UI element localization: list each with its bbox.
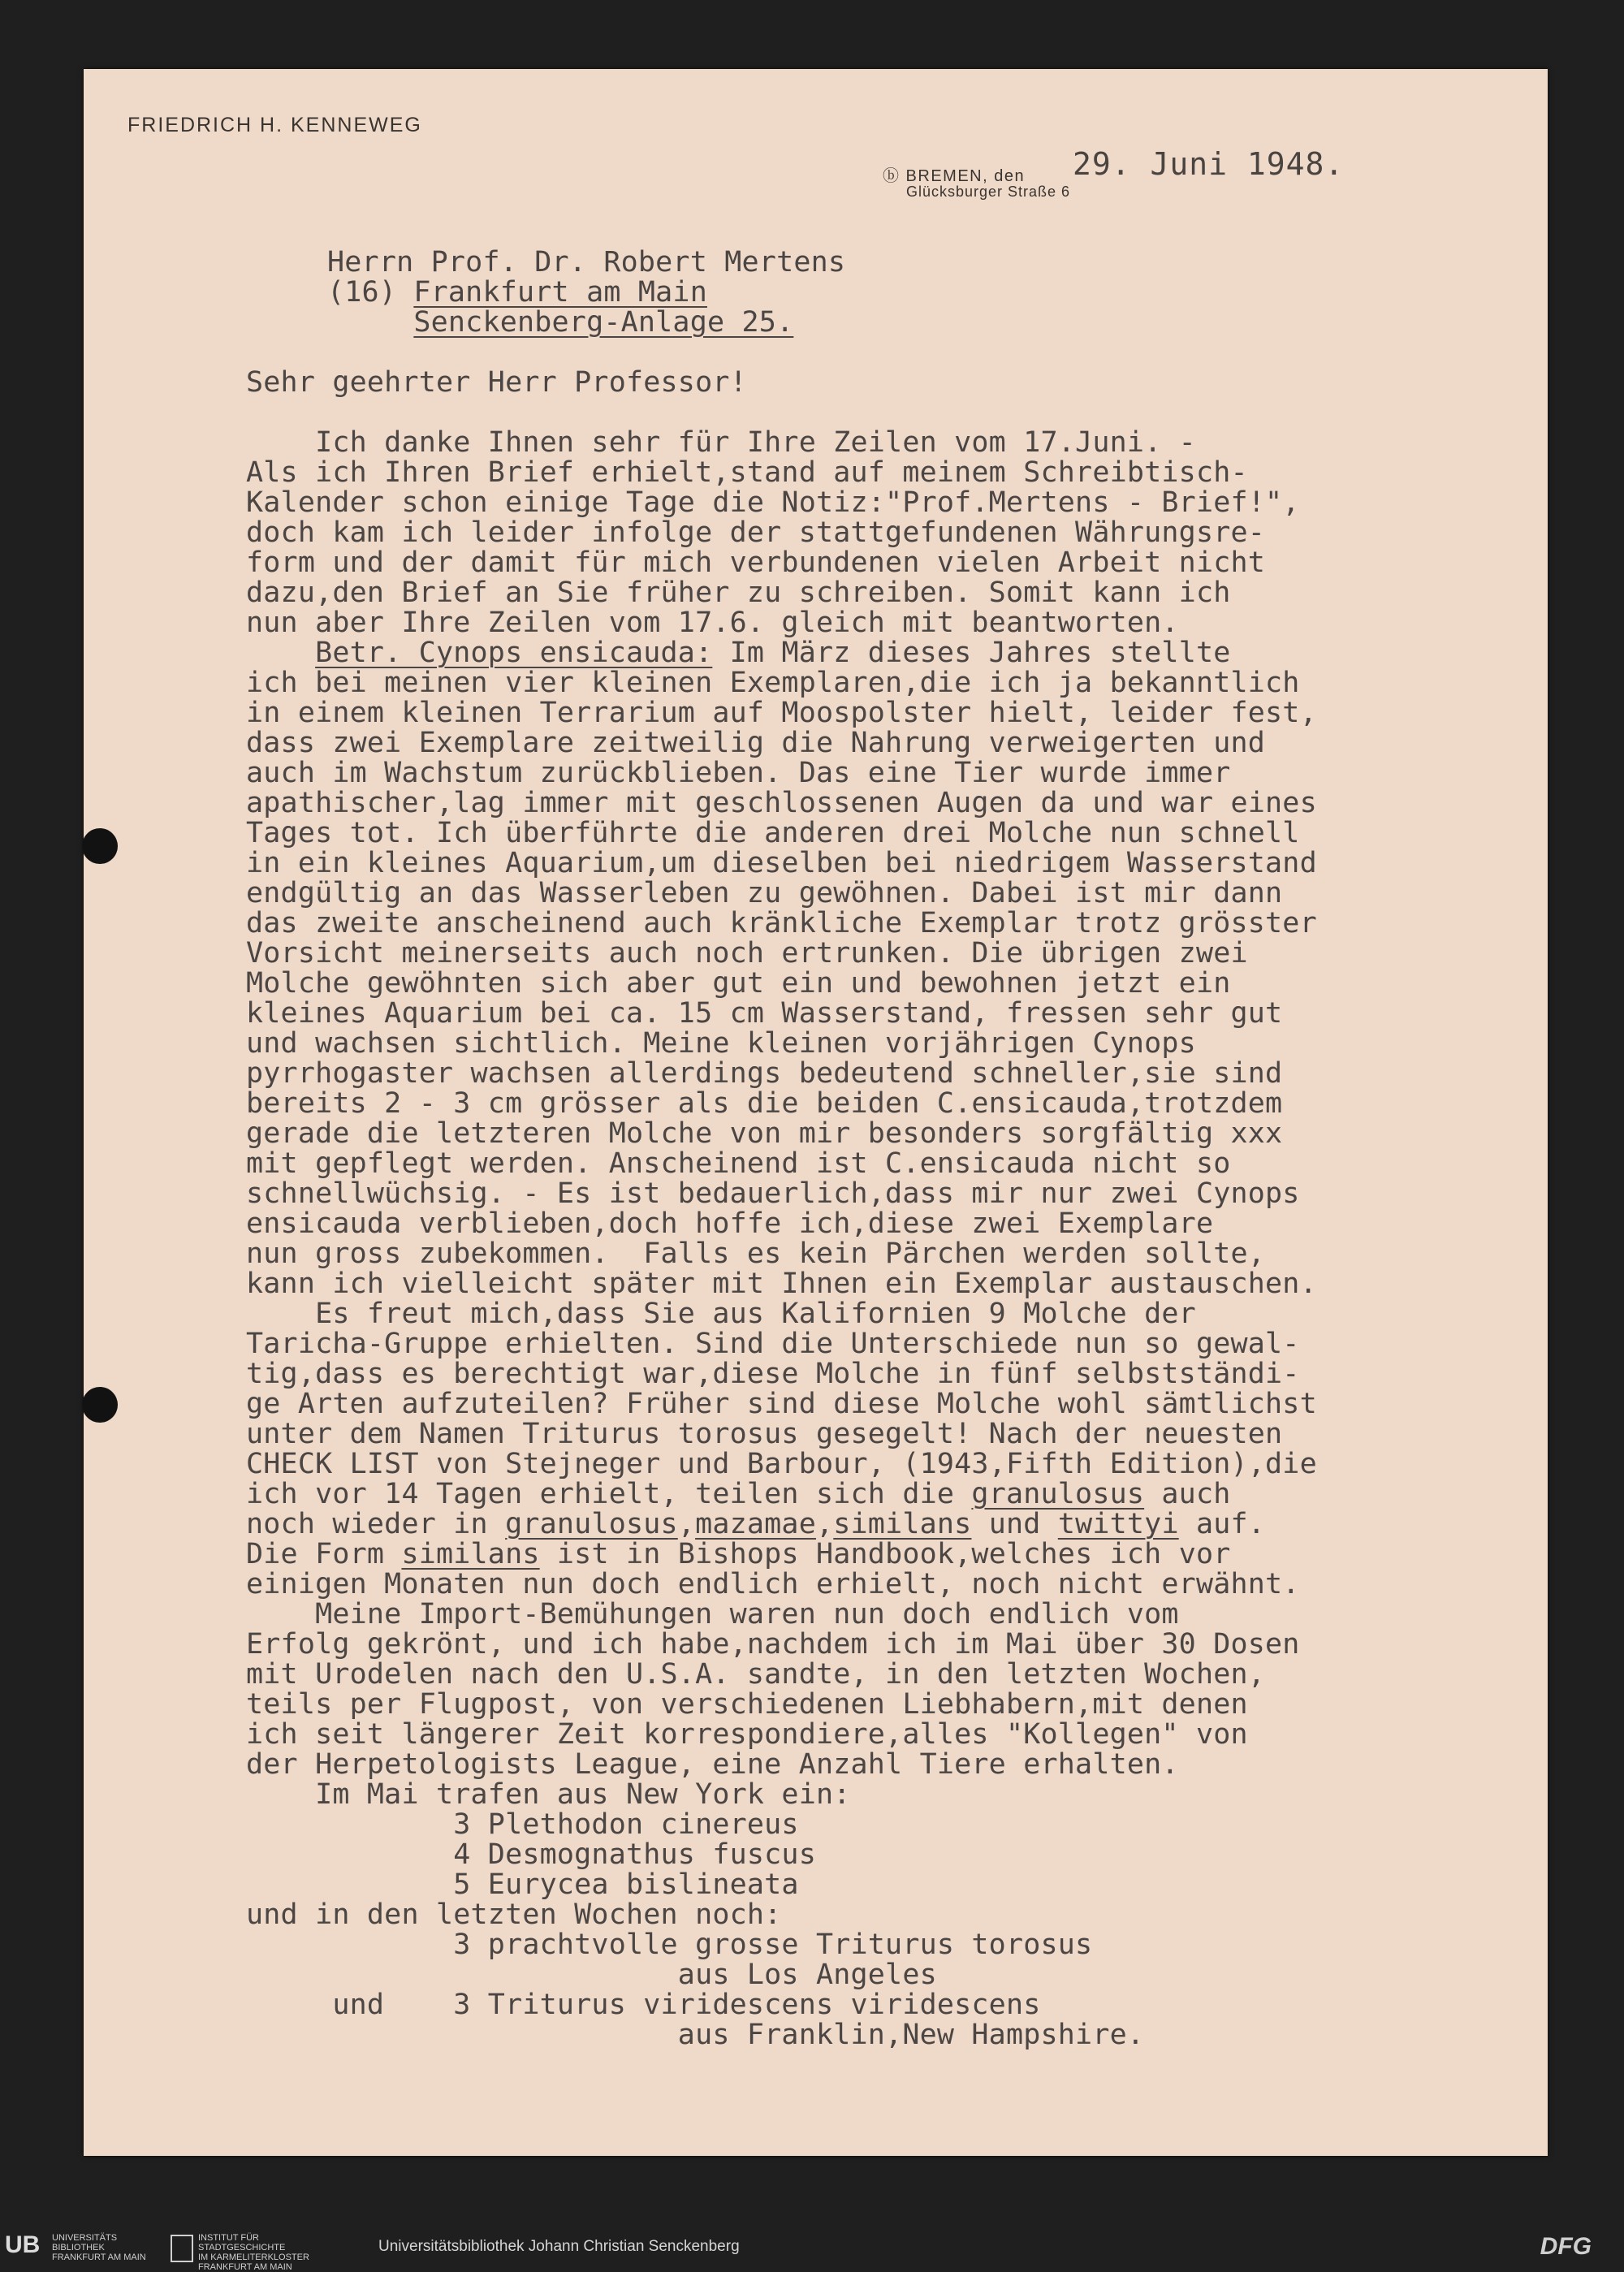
line-text: 3 prachtvolle grosse Triturus torosus xyxy=(246,1929,1093,1961)
letter-line xyxy=(246,398,1561,428)
letter-line xyxy=(246,368,1561,398)
letter-line xyxy=(246,1570,1561,1600)
line-text: endgültig an das Wasserleben zu gewöhnen. Dabei ist mir dann xyxy=(246,877,1283,909)
letter-line xyxy=(246,1329,1561,1359)
letter-line xyxy=(246,458,1561,488)
letter-line xyxy=(246,578,1561,608)
letter-line xyxy=(246,909,1561,939)
underlined-text: mazamae xyxy=(695,1508,816,1540)
line-text: Herrn Prof. Dr. Robert Mertens xyxy=(327,246,846,279)
letter-line xyxy=(246,939,1561,969)
letter-line xyxy=(246,788,1561,819)
line-text: ensicauda verblieben,doch hoffe ich,diese zwei Exemplare xyxy=(246,1207,1214,1240)
letter-line xyxy=(246,638,1561,668)
footer-bar xyxy=(0,2227,1624,2272)
letter-line xyxy=(246,608,1561,638)
letter-line xyxy=(246,1239,1561,1269)
line-text: Die Form xyxy=(246,1538,402,1570)
line-text: 4 Desmognathus fuscus xyxy=(246,1838,816,1871)
dfg-logo: DFG xyxy=(1540,2233,1592,2260)
line-text: pyrrhogaster wachsen allerdings bedeutend schneller,sie sind xyxy=(246,1057,1283,1090)
letter-line xyxy=(246,1990,1561,2020)
line-text: und wachsen sichtlich. Meine kleinen vorjährigen Cynops xyxy=(246,1027,1196,1060)
letter-line xyxy=(246,668,1561,698)
line-text: das zweite anscheinend auch kränkliche Exemplar trotz grösster xyxy=(246,907,1317,939)
line-text: kann ich vielleicht später mit Ihnen ein Exemplar austauschen. xyxy=(246,1268,1317,1300)
underlined-text: Frankfurt am Main xyxy=(413,276,707,309)
line-text: Erfolg gekrönt, und ich habe,nachdem ich im Mai über 30 Dosen xyxy=(246,1628,1300,1661)
line-text: ich vor 14 Tagen erhielt, teilen sich die xyxy=(246,1478,972,1510)
letterhead-street: Glücksburger Straße 6 xyxy=(906,184,1071,200)
line-text: teils per Flugpost, von verschiedenen Liebhabern,mit denen xyxy=(246,1688,1248,1721)
ub-logo-text: UNIVERSITÄTS BIBLIOTHEK FRANKFURT AM MAIN xyxy=(52,2233,146,2262)
line-text: aus Los Angeles xyxy=(246,1959,937,1991)
underlined-text: Senckenberg-Anlage 25. xyxy=(413,306,794,339)
letter-line xyxy=(246,1059,1561,1089)
line-text: CHECK LIST von Stejneger und Barbour, (1943,Fifth Edition),die xyxy=(246,1448,1317,1480)
letter-line xyxy=(246,1479,1561,1510)
line-text: 3 Plethodon cinereus xyxy=(246,1808,799,1841)
letter-line xyxy=(246,1209,1561,1239)
letter-line xyxy=(246,1359,1561,1389)
ub-logo: UB xyxy=(5,2231,41,2258)
line-text: Im März dieses Jahres stellte xyxy=(712,637,1231,669)
letterhead-place: ⓑ BREMEN, den xyxy=(883,167,1026,185)
punch-hole xyxy=(82,828,118,864)
underlined-text: similans xyxy=(833,1508,972,1540)
underlined-text: similans xyxy=(401,1538,540,1570)
line-text: Taricha-Gruppe erhielten. Sind die Unterschiede nun so gewal- xyxy=(246,1328,1300,1360)
letter-line xyxy=(246,1089,1561,1119)
institute-logo-icon xyxy=(171,2235,193,2262)
line-text: 5 Eurycea bislineata xyxy=(246,1868,799,1901)
line-text: Ich danke Ihnen sehr für Ihre Zeilen vom 17.Juni. - xyxy=(246,426,1196,459)
line-text: Im Mai trafen aus New York ein: xyxy=(246,1778,851,1811)
letterhead-name: FRIEDRICH H. KENNEWEG xyxy=(127,114,422,136)
letter-line xyxy=(246,548,1561,578)
line-text: noch wieder in xyxy=(246,1508,506,1540)
letter-line xyxy=(246,1600,1561,1630)
letter-line xyxy=(246,1630,1561,1660)
line-text: und in den letzten Wochen noch: xyxy=(246,1898,782,1931)
line-text: und xyxy=(971,1508,1058,1540)
letter-line xyxy=(246,1930,1561,1960)
line-text xyxy=(327,306,413,339)
letter-line xyxy=(246,849,1561,879)
line-text: , xyxy=(677,1508,696,1540)
letter-line xyxy=(246,518,1561,548)
line-text: Sehr geehrter Herr Professor! xyxy=(246,366,747,399)
line-text: ich bei meinen vier kleinen Exemplaren,die ich ja bekanntlich xyxy=(246,667,1300,699)
underlined-text: twittyi xyxy=(1057,1508,1179,1540)
line-text: gerade die letzteren Molche von mir besonders sorgfältig xxx xyxy=(246,1117,1283,1150)
underlined-text: granulosus xyxy=(505,1508,678,1540)
letter-line xyxy=(246,1810,1561,1840)
line-text: mit gepflegt werden. Anscheinend ist C.ensicauda nicht so xyxy=(246,1147,1231,1180)
letter-line xyxy=(246,1750,1561,1780)
line-text: in ein kleines Aquarium,um dieselben bei niedrigem Wasserstand xyxy=(246,847,1317,879)
letter-line xyxy=(246,1179,1561,1209)
line-text: ge Arten aufzuteilen? Früher sind diese Molche wohl sämtlichst xyxy=(246,1388,1317,1420)
letter-date: 29. Juni 1948. xyxy=(1073,146,1345,182)
letter-line xyxy=(246,1780,1561,1810)
line-text: auch xyxy=(1144,1478,1231,1510)
line-text: der Herpetologists League, eine Anzahl Tiere erhalten. xyxy=(246,1748,1179,1781)
underlined-text: granulosus xyxy=(971,1478,1145,1510)
line-text: Es freut mich,dass Sie aus Kalifornien 9 Molche der xyxy=(246,1298,1196,1330)
line-text: schnellwüchsig. - Es ist bedauerlich,dass mir nur zwei Cynops xyxy=(246,1177,1300,1210)
line-text: doch kam ich leider infolge der stattgefundenen Währungsre- xyxy=(246,516,1266,549)
letter-line xyxy=(246,1660,1561,1690)
letter-line xyxy=(246,428,1561,458)
letter-line xyxy=(246,999,1561,1029)
letter-line xyxy=(327,308,1561,338)
line-text: tig,dass es berechtigt war,diese Molche in fünf selbstständi- xyxy=(246,1358,1300,1390)
line-text: (16) xyxy=(327,276,414,309)
line-text: aus Franklin,New Hampshire. xyxy=(246,2019,1145,2051)
line-text: Molche gewöhnten sich aber gut ein und bewohnen jetzt ein xyxy=(246,967,1231,1000)
letter-line xyxy=(246,1540,1561,1570)
letter-line xyxy=(246,1510,1561,1540)
line-text xyxy=(246,637,315,669)
letter-line xyxy=(246,1449,1561,1479)
letter-line xyxy=(327,248,1561,278)
letter-line xyxy=(246,1900,1561,1930)
line-text: und 3 Triturus viridescens viridescens xyxy=(246,1989,1041,2021)
letter-line xyxy=(246,1960,1561,1990)
line-text: ich seit längerer Zeit korrespondiere,alles "Kollegen" von xyxy=(246,1718,1248,1751)
letter-line xyxy=(246,1029,1561,1059)
library-credit: Universitätsbibliothek Johann Christian Senckenberg xyxy=(378,2238,740,2255)
letter-line xyxy=(246,758,1561,788)
line-text: Vorsicht meinerseits auch noch ertrunken. Die übrigen zwei xyxy=(246,937,1248,970)
underlined-text: Betr. Cynops ensicauda: xyxy=(315,637,713,669)
line-text: , xyxy=(815,1508,834,1540)
line-text: dazu,den Brief an Sie früher zu schreiben. Somit kann ich xyxy=(246,577,1231,609)
letter-line xyxy=(246,338,1561,368)
letter-line xyxy=(327,278,1561,308)
letter-line xyxy=(246,879,1561,909)
letter-line xyxy=(246,1299,1561,1329)
institute-logo-text: INSTITUT FÜR STADTGESCHICHTE IM KARMELITERKLOSTER FRANKFURT AM MAIN xyxy=(198,2233,309,2272)
line-text: form und der damit für mich verbundenen vielen Arbeit nicht xyxy=(246,546,1266,579)
letter-line xyxy=(246,728,1561,758)
punch-hole xyxy=(82,1387,118,1423)
letter-line xyxy=(246,1720,1561,1750)
line-text: auch im Wachstum zurückblieben. Das eine Tier wurde immer xyxy=(246,757,1231,789)
line-text: ist in Bishops Handbook,welches ich vor xyxy=(539,1538,1231,1570)
line-text: Als ich Ihren Brief erhielt,stand auf meinem Schreibtisch- xyxy=(246,456,1248,489)
letter-line xyxy=(246,1690,1561,1720)
line-text: auf. xyxy=(1178,1508,1266,1540)
line-text: mit Urodelen nach den U.S.A. sandte, in den letzten Wochen, xyxy=(246,1658,1266,1691)
letter-line xyxy=(246,969,1561,999)
letter-line xyxy=(246,1840,1561,1870)
letter-line xyxy=(246,1870,1561,1900)
letter-line xyxy=(246,1419,1561,1449)
line-text: apathischer,lag immer mit geschlossenen Augen da und war eines xyxy=(246,787,1317,819)
letter-body xyxy=(246,246,1561,2051)
letter-line xyxy=(246,698,1561,728)
letter-line xyxy=(246,819,1561,849)
line-text: Kalender schon einige Tage die Notiz:"Prof.Mertens - Brief!", xyxy=(246,486,1300,519)
line-text: bereits 2 - 3 cm grösser als die beiden C.ensicauda,trotzdem xyxy=(246,1087,1283,1120)
line-text: Meine Import-Bemühungen waren nun doch endlich vom xyxy=(246,1598,1179,1631)
line-text: nun gross zubekommen. Falls es kein Pärchen werden sollte, xyxy=(246,1238,1266,1270)
line-text: dass zwei Exemplare zeitweilig die Nahrung verweigerten und xyxy=(246,727,1266,759)
line-text: unter dem Namen Triturus torosus gesegelt! Nach der neuesten xyxy=(246,1418,1283,1450)
line-text: kleines Aquarium bei ca. 15 cm Wasserstand, fressen sehr gut xyxy=(246,997,1283,1030)
line-text: in einem kleinen Terrarium auf Moospolster hielt, leider fest, xyxy=(246,697,1317,729)
letter-line xyxy=(246,1119,1561,1149)
letter-line xyxy=(246,488,1561,518)
line-text: nun aber Ihre Zeilen vom 17.6. gleich mit beantworten. xyxy=(246,607,1179,639)
letter-line xyxy=(246,2020,1561,2050)
letter-line xyxy=(246,1389,1561,1419)
line-text: einigen Monaten nun doch endlich erhielt, noch nicht erwähnt. xyxy=(246,1568,1300,1600)
line-text: Tages tot. Ich überführte die anderen drei Molche nun schnell xyxy=(246,817,1300,849)
letter-line xyxy=(246,1149,1561,1179)
letter-line xyxy=(246,1269,1561,1299)
